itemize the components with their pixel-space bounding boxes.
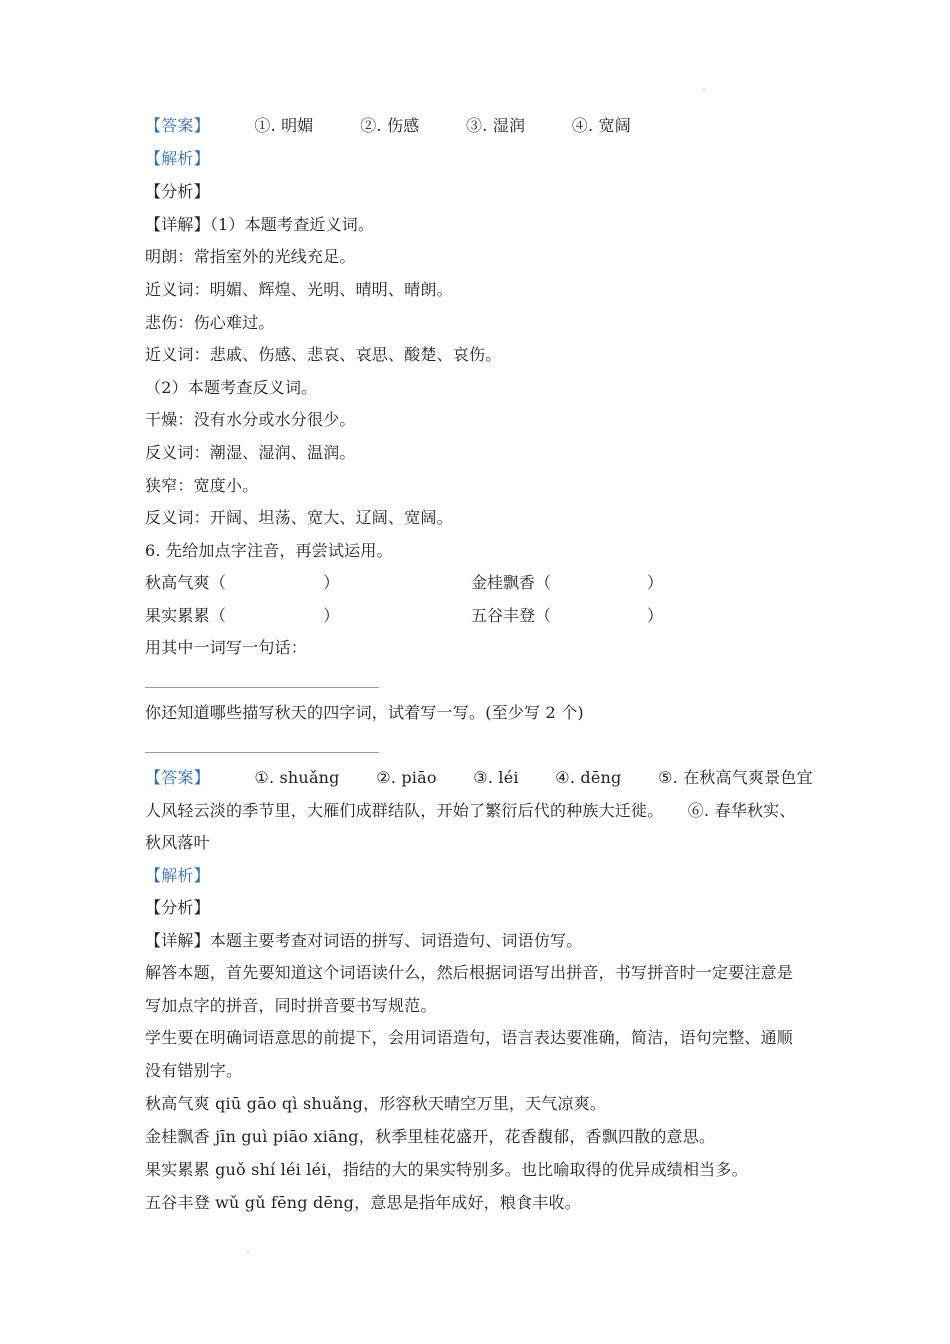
answer-line-1: [145, 116, 631, 136]
paragraph-line: （2）本题考查反义词。: [145, 378, 318, 397]
question-item: [471, 573, 663, 593]
answer-item: ④. dēng: [555, 768, 622, 787]
item-word: 秋高气爽: [145, 573, 210, 592]
paragraph-line: 近义词：悲戚、伤感、悲哀、哀思、酸楚、哀伤。: [145, 345, 502, 364]
answer-item: ⑤. 在秋高气爽景色宜: [658, 768, 813, 787]
answer-blank-line[interactable]: [145, 752, 379, 753]
paragraph-line: 悲伤：伤心难过。: [145, 313, 275, 332]
paragraph-line: 解答本题，首先要知道这个词语读什么，然后根据词语写出拼音，书写拼音时一定要注意是: [145, 963, 794, 982]
item-blank[interactable]: （ ）: [209, 573, 340, 592]
paragraph-line: 没有错别字。: [145, 1061, 243, 1080]
item-word: 金桂飘香: [471, 573, 536, 592]
paragraph-line: 狭窄：宽度小。: [145, 476, 259, 495]
jiexi-tag: 【解析】: [145, 149, 210, 168]
paragraph-line: 反义词：潮湿、湿润、温润。: [145, 443, 356, 462]
question-item: [471, 606, 663, 626]
answer-tag: 【答案】: [145, 768, 210, 787]
question-item: [145, 573, 339, 593]
answer-item: ③. léi: [473, 768, 519, 787]
paragraph-line: 明朗：常指室外的光线充足。: [145, 247, 356, 266]
answer-blank-line[interactable]: [145, 687, 379, 688]
prompt-sentence: 用其中一词写一句话：: [145, 638, 308, 657]
fenxi-tag: 【分析】: [145, 182, 210, 201]
paragraph-line: 果实累累 guǒ shí léi léi，指结的大的果实特别多。也比喻取得的优异成绩相当多。: [145, 1160, 748, 1179]
xiangjie-tag: 【详解】: [145, 215, 210, 234]
paragraph-line: 近义词：明媚、辉煌、光明、晴明、晴朗。: [145, 280, 453, 299]
answer-continued: 秋风落叶: [145, 833, 210, 852]
paragraph-line: 五谷丰登 wǔ gǔ fēng dēng，意思是指年成好，粮食丰收。: [145, 1193, 581, 1212]
paragraph-line: 学生要在明确词语意思的前提下，会用词语造句，语言表达要准确，简洁，语句完整、通顺: [145, 1028, 794, 1047]
item-blank[interactable]: （ ）: [209, 606, 340, 625]
answer-item: ②. 伤感: [360, 116, 420, 135]
answer-continued: 人风轻云淡的季节里，大雁们成群结队，开始了繁衍后代的种族大迁徙。 ⑥. 春华秋实、: [145, 801, 796, 820]
xiangjie-line: [145, 215, 374, 235]
item-blank[interactable]: （ ）: [535, 606, 664, 625]
paragraph-line: 金桂飘香 jīn guì piāo xiāng，秋季里桂花盛开，花香馥郁，香飘四散的意思。: [145, 1127, 716, 1146]
answer-item: ①. shuǎng: [254, 768, 340, 787]
paragraph-line: 干燥：没有水分或水分很少。: [145, 410, 356, 429]
answer-item: ①. 明媚: [254, 116, 314, 135]
paragraph-line: 反义词：开阔、坦荡、宽大、辽阔、宽阔。: [145, 508, 453, 527]
answer-item: ④. 宽阔: [571, 116, 631, 135]
scan-speck: [703, 89, 705, 91]
paragraph-line: 写加点字的拼音，同时拼音要书写规范。: [145, 996, 437, 1015]
question-item: [145, 606, 339, 626]
xiangjie-line: [145, 931, 582, 951]
answer-tag: 【答案】: [145, 116, 210, 135]
fenxi-tag: 【分析】: [145, 898, 210, 917]
item-word: 果实累累: [145, 606, 210, 625]
item-blank[interactable]: （ ）: [535, 573, 664, 592]
question-title: 6. 先给加点字注音，再尝试运用。: [145, 541, 393, 560]
prompt-words: 你还知道哪些描写秋天的四字词，试着写一写。(至少写 2 个): [145, 703, 584, 722]
answer-item: ②. piāo: [376, 768, 437, 787]
xiangjie-text: （1）本题考查近义词。: [209, 215, 375, 234]
paragraph-line: 秋高气爽 qiū gāo qì shuǎng，形容秋天晴空万里，天气凉爽。: [145, 1094, 607, 1113]
answer-line-2: [145, 768, 813, 788]
item-word: 五谷丰登: [471, 606, 536, 625]
answer-item: ③. 湿润: [465, 116, 526, 135]
xiangjie-tag: 【详解】: [145, 931, 210, 950]
jiexi-tag: 【解析】: [145, 866, 210, 885]
scan-speck: [247, 1251, 249, 1253]
xiangjie-text: 本题主要考查对词语的拼写、词语造句、词语仿写。: [209, 931, 583, 950]
